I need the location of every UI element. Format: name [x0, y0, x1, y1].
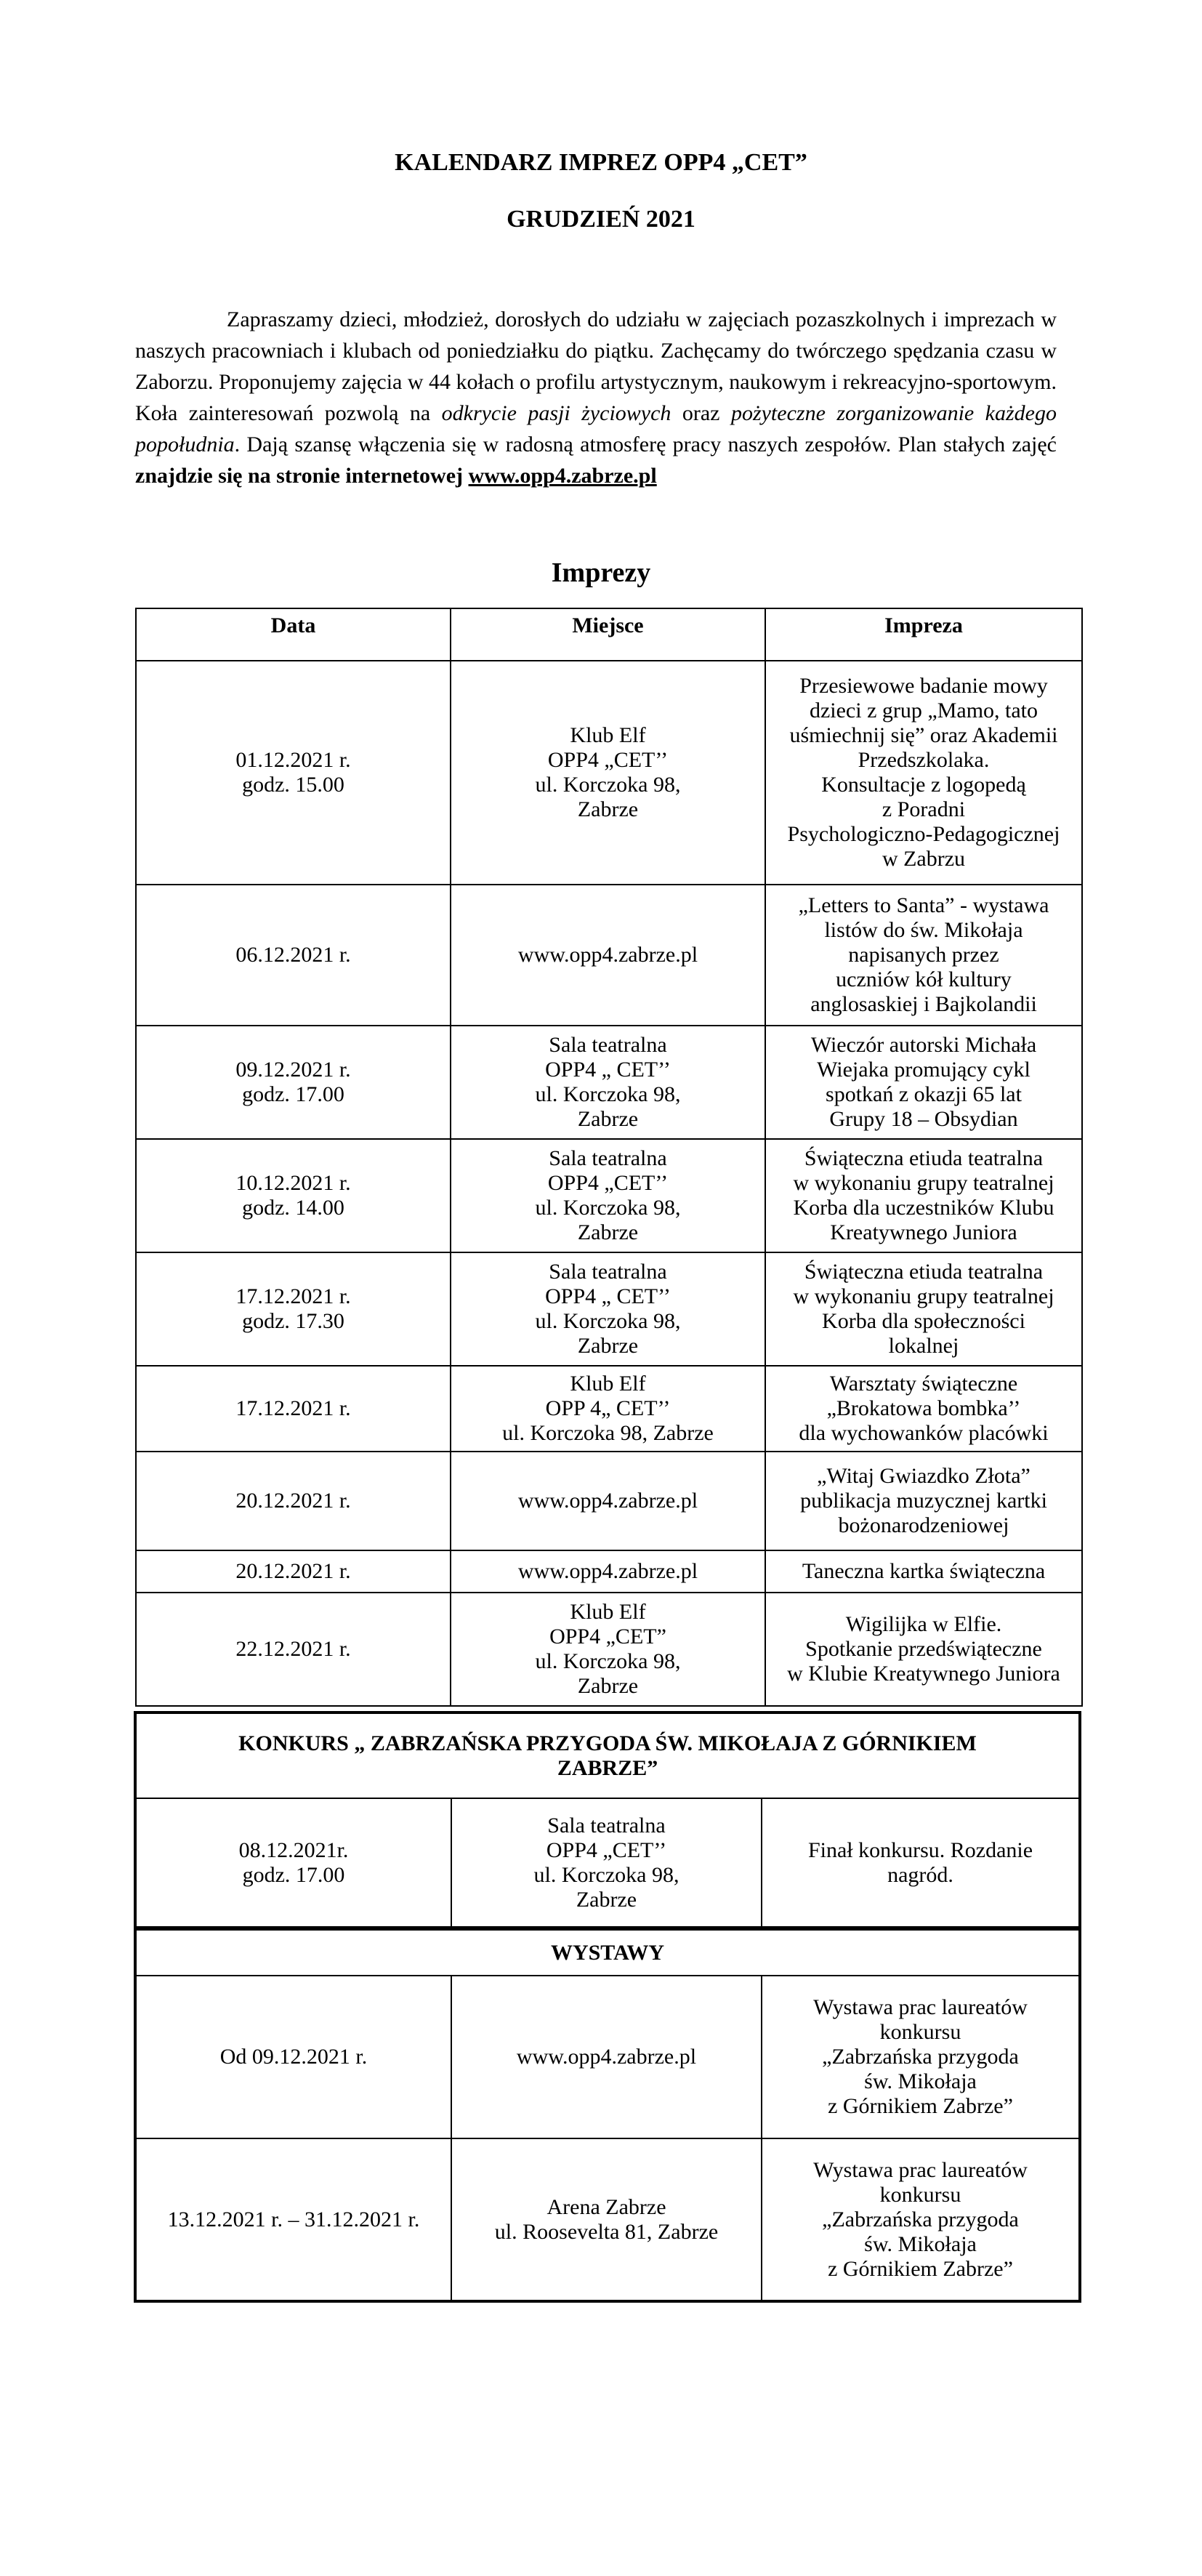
column-header-place: Miejsce: [451, 608, 765, 661]
intro-italic-1: odkrycie pasji życiowych: [441, 401, 671, 425]
exhibition-row: [137, 2138, 1078, 2300]
event-row: [136, 661, 1082, 885]
contest-box: [134, 1711, 1081, 1929]
event-date: 10.12.2021 r. godz. 14.00: [136, 1139, 451, 1252]
document-subtitle: GRUDZIEŃ 2021: [507, 206, 695, 233]
intro-bold: znajdzie się na stronie internetowej: [135, 464, 469, 488]
event-date: 17.12.2021 r. godz. 17.30: [136, 1252, 451, 1366]
event-description: Taneczna kartka świąteczna: [765, 1550, 1082, 1593]
event-row: [136, 1139, 1082, 1252]
event-row: [136, 1593, 1082, 1706]
event-row: [136, 1452, 1082, 1550]
event-date: 17.12.2021 r.: [136, 1366, 451, 1452]
event-date: 09.12.2021 r. godz. 17.00: [136, 1026, 451, 1139]
event-row: [136, 1252, 1082, 1366]
event-place: Klub Elf OPP4 „CET” ul. Korczoka 98, Zabrze: [451, 1593, 765, 1706]
event-place: www.opp4.zabrze.pl: [451, 1452, 765, 1550]
event-date: 20.12.2021 r.: [136, 1550, 451, 1593]
events-table-body: [136, 661, 1082, 1706]
contest-place: Sala teatralna OPP4 „CET’’ ul. Korczoka 98, Zabrze: [451, 1798, 762, 1926]
intro-paragraph: [135, 304, 1057, 491]
event-row: [136, 1026, 1082, 1139]
intro-text-3: . Dają szansę włączenia się w radosną atmosferę pracy naszych zespołów. Plan stałych zajęć: [234, 432, 1057, 456]
event-description: „Letters to Santa” - wystawa listów do św. Mikołaja napisanych przez uczniów kół kultury anglosaskiej i Bajkolandii: [765, 885, 1082, 1026]
exhibitions-title: WYSTAWY: [137, 1931, 1078, 1976]
event-place: www.opp4.zabrze.pl: [451, 885, 765, 1026]
event-place: www.opp4.zabrze.pl: [451, 1550, 765, 1593]
column-header-event: Impreza: [765, 608, 1082, 661]
event-place: Klub Elf OPP 4„ CET’’ ul. Korczoka 98, Zabrze: [451, 1366, 765, 1452]
exhibition-date: 13.12.2021 r. – 31.12.2021 r.: [137, 2138, 451, 2300]
event-date: 20.12.2021 r.: [136, 1452, 451, 1550]
exhibition-date: Od 09.12.2021 r.: [137, 1976, 451, 2138]
event-description: „Witaj Gwiazdko Złota” publikacja muzycznej kartki bożonarodzeniowej: [765, 1452, 1082, 1550]
event-place: Sala teatralna OPP4 „CET’’ ul. Korczoka 98, Zabrze: [451, 1139, 765, 1252]
intro-text-1: Zapraszamy dzieci, młodzież, dorosłych do udziału w zajęciach pozaszkolnych i imprezach w naszych pracowniach i klubach od poniedziałku do piątku. Zachęcamy do twórczego spędzania czasu w Zaborzu. Proponujemy zajęcia w 44 kołach o profilu artystycznym, naukowym i rekreacyjno-sportowym. Koła zainteresowań pozwolą na: [135, 307, 1057, 425]
contest-title: KONKURS „ ZABRZAŃSKA PRZYGODA ŚW. MIKOŁAJA Z GÓRNIKIEM ZABRZE”: [137, 1714, 1078, 1798]
event-description: Świąteczna etiuda teatralna w wykonaniu grupy teatralnej Korba dla uczestników Klubu Kreatywnego Juniora: [765, 1139, 1082, 1252]
contest-date: 08.12.2021r. godz. 17.00: [137, 1798, 451, 1926]
contest-row: [137, 1798, 1078, 1926]
intro-text-2: oraz: [671, 401, 731, 425]
exhibition-place: www.opp4.zabrze.pl: [451, 1976, 762, 2138]
event-row: [136, 1366, 1082, 1452]
event-description: Świąteczna etiuda teatralna w wykonaniu grupy teatralnej Korba dla społeczności lokalnej: [765, 1252, 1082, 1366]
events-table: [135, 608, 1083, 1707]
event-row: [136, 1550, 1082, 1593]
event-place: Klub Elf OPP4 „CET’’ ul. Korczoka 98, Zabrze: [451, 661, 765, 885]
exhibitions-table: [137, 1931, 1078, 2300]
exhibition-event: Wystawa prac laureatów konkursu „Zabrzańska przygoda św. Mikołaja z Górnikiem Zabrze”: [762, 2138, 1078, 2300]
event-place: Sala teatralna OPP4 „ CET’’ ul. Korczoka 98, Zabrze: [451, 1252, 765, 1366]
event-description: Przesiewowe badanie mowy dzieci z grup „Mamo, tato uśmiechnij się” oraz Akademii Przedszkolaka. Konsultacje z logopedą z Poradni Psychologiczno-Pedagogicznej w Zabrzu: [765, 661, 1082, 885]
document-title: KALENDARZ IMPREZ OPP4 „CET”: [395, 149, 807, 176]
contest-event: Finał konkursu. Rozdanie nagród.: [762, 1798, 1078, 1926]
exhibitions-box: [134, 1928, 1081, 2303]
event-date: 06.12.2021 r.: [136, 885, 451, 1026]
event-description: Wieczór autorski Michała Wiejaka promujący cykl spotkań z okazji 65 lat Grupy 18 – Obsydian: [765, 1026, 1082, 1139]
column-header-date: Data: [136, 608, 451, 661]
events-section-title: Imprezy: [551, 558, 651, 588]
events-table-header: [136, 608, 1082, 661]
event-date: 22.12.2021 r.: [136, 1593, 451, 1706]
event-row: [136, 885, 1082, 1026]
contest-table: [137, 1714, 1078, 1926]
event-date: 01.12.2021 r. godz. 15.00: [136, 661, 451, 885]
event-description: Warsztaty świąteczne „Brokatowa bombka’’ dla wychowanków placówki: [765, 1366, 1082, 1452]
exhibition-row: [137, 1976, 1078, 2138]
website-link[interactable]: www.opp4.zabrze.pl: [468, 464, 657, 488]
event-place: Sala teatralna OPP4 „ CET’’ ul. Korczoka 98, Zabrze: [451, 1026, 765, 1139]
event-description: Wigilijka w Elfie. Spotkanie przedświąteczne w Klubie Kreatywnego Juniora: [765, 1593, 1082, 1706]
exhibition-place: Arena Zabrze ul. Roosevelta 81, Zabrze: [451, 2138, 762, 2300]
exhibition-event: Wystawa prac laureatów konkursu „Zabrzańska przygoda św. Mikołaja z Górnikiem Zabrze”: [762, 1976, 1078, 2138]
intro-italic-2: pożyteczne zorganizowanie każdego popołudnia: [135, 401, 1057, 456]
